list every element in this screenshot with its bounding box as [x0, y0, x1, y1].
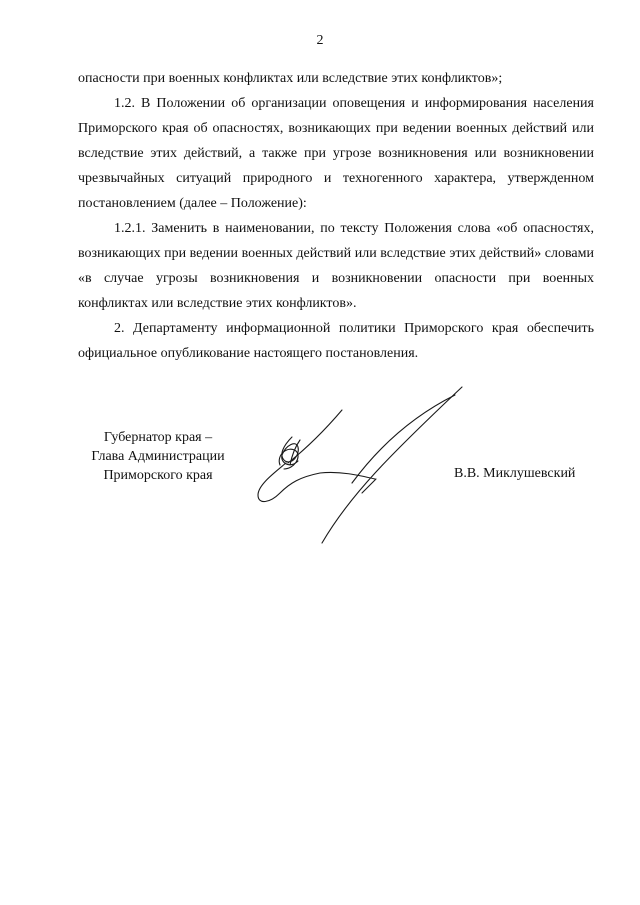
paragraph-1-2-1: 1.2.1. Заменить в наименовании, по тексту Положения слова «об опасностях, возникающих при ведении военных действий или вследствие этих действий» словами «в случае угрозы возникновения и возникновении опасности при военных конфликтах или вследствие этих конфликтов». — [78, 221, 594, 311]
signatory-title-line: Приморского края — [103, 468, 213, 483]
paragraph-continuation: опасности при военных конфликтах или вследствие этих конфликтов»; — [78, 71, 503, 86]
page-number: 2 — [316, 33, 324, 48]
document-body — [78, 66, 594, 366]
signatory-title — [78, 428, 238, 485]
signatory-title-line: Губернатор края – — [103, 430, 213, 445]
paragraph-1-2: 1.2. В Положении об организации оповещения и информирования населения Приморского края об опасностях, возникающих при ведении военных действий или вследствие этих действий, а также при угрозе возникновения или возникновении чрезвычайных ситуаций природного и техногенного характера, утвержденном постановлением (далее – Положение): — [78, 96, 594, 211]
paragraph-2: 2. Департаменту информационной политики Приморского края обеспечить официальное опубликование настоящего постановления. — [78, 321, 594, 361]
signatory-title-line: Глава Администрации — [91, 449, 225, 464]
handwritten-signature — [240, 385, 480, 545]
signatory-name: В.В. Миклушевский — [454, 466, 576, 481]
